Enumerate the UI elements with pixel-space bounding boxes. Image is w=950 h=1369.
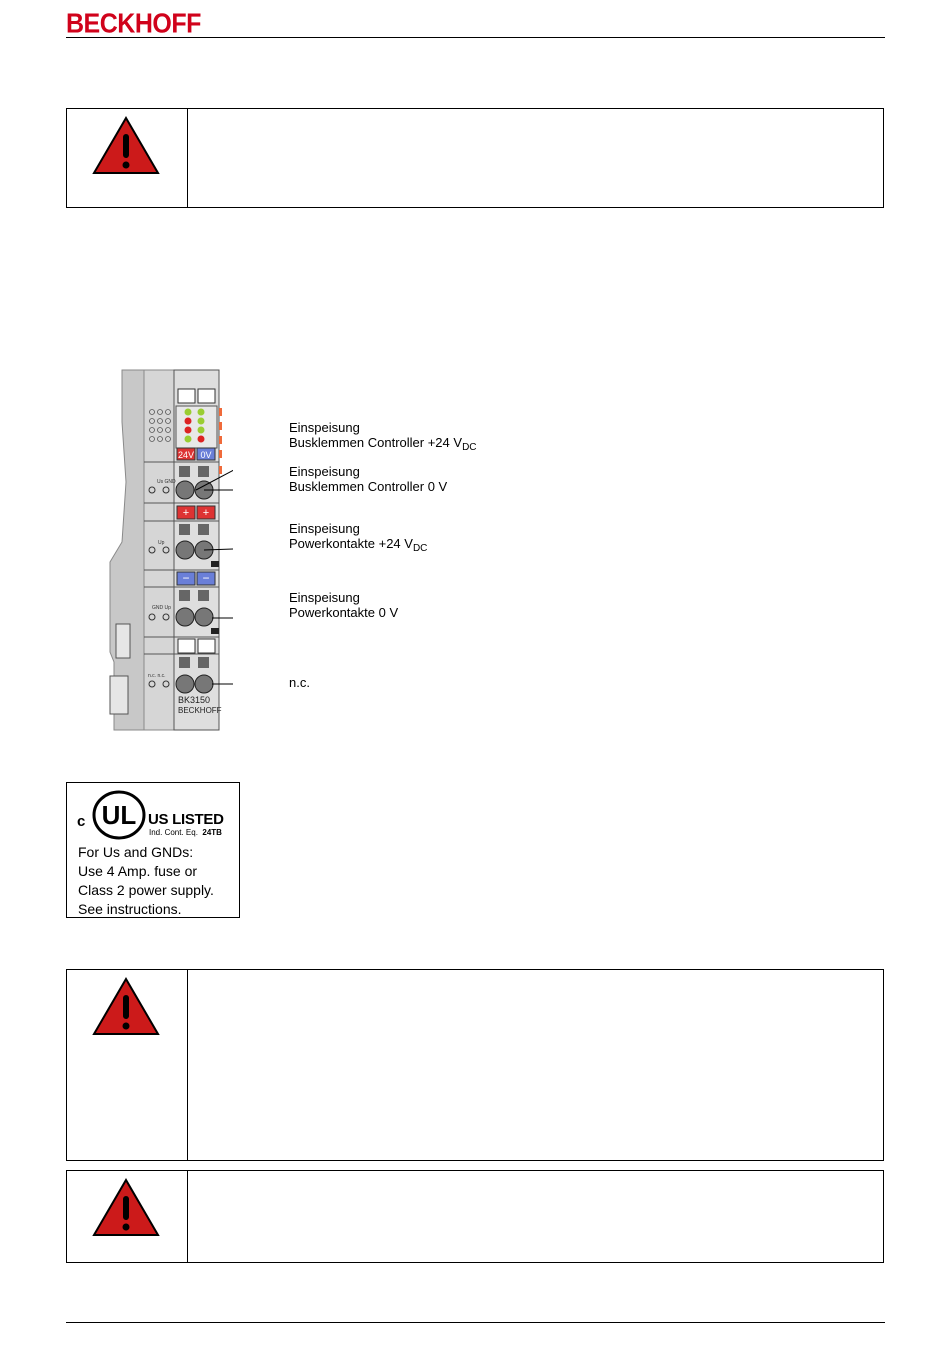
header-rule bbox=[66, 37, 885, 38]
svg-text:+: + bbox=[202, 507, 210, 519]
warning-icon-cell bbox=[67, 109, 188, 207]
ul-line: Class 2 power supply. bbox=[78, 882, 214, 898]
svg-text:−: − bbox=[182, 571, 190, 585]
callout-us-0v: Einspeisung Busklemmen Controller 0 V bbox=[289, 464, 448, 494]
ul-line: For Us and GNDs: bbox=[78, 844, 194, 860]
callout-up-plus24: Einspeisung Powerkontakte +24 $V_{DC}$ bbox=[289, 521, 428, 554]
warning-triangle-icon bbox=[91, 976, 161, 1038]
svg-text:−: − bbox=[202, 571, 210, 585]
ul-line: Use 4 Amp. fuse or bbox=[78, 863, 198, 879]
model-text: BK3150 bbox=[178, 695, 211, 705]
callout-nc: n.c. bbox=[289, 675, 310, 690]
ul-instructions bbox=[78, 843, 214, 919]
ul-listing-label bbox=[66, 782, 240, 918]
warning-icon-cell bbox=[67, 970, 188, 1160]
footer-rule bbox=[66, 1322, 885, 1323]
ul-line: See instructions. bbox=[78, 901, 182, 917]
bus-coupler-terminal-figure bbox=[108, 362, 233, 734]
ul-c-letter: c bbox=[77, 813, 86, 830]
side-label-up: Up bbox=[158, 540, 165, 546]
side-label-gnd-up: GND Up bbox=[152, 605, 171, 611]
label-24v: 24V bbox=[177, 450, 195, 460]
beckhoff-logo: BECKHOFF bbox=[66, 8, 201, 40]
side-label-us-gnd: Us GND bbox=[157, 479, 176, 485]
maker-text: BECKHOFF bbox=[178, 706, 222, 715]
ul-us-listed: US LISTED bbox=[148, 811, 224, 828]
warning-box-1 bbox=[66, 108, 884, 208]
label-0v: 0V bbox=[200, 450, 212, 460]
warning-box-3 bbox=[66, 1170, 884, 1263]
warning-icon-cell bbox=[67, 1171, 188, 1262]
callout-us-plus24: Einspeisung Busklemmen Controller +24 $V_{DC}$ bbox=[289, 420, 477, 453]
warning-triangle-icon bbox=[91, 115, 161, 177]
callout-up-0v: Einspeisung Powerkontakte 0 V bbox=[289, 590, 399, 620]
svg-text:+: + bbox=[182, 507, 190, 519]
ul-mark-text: UL bbox=[101, 800, 137, 830]
warning-box-2 bbox=[66, 969, 884, 1161]
warning-triangle-icon bbox=[91, 1177, 161, 1239]
side-label-nc: n.c. n.c. bbox=[148, 673, 166, 679]
ul-equipment: Ind. Cont. Eq. 24TB bbox=[149, 828, 222, 837]
ul-mark-icon bbox=[91, 789, 147, 841]
